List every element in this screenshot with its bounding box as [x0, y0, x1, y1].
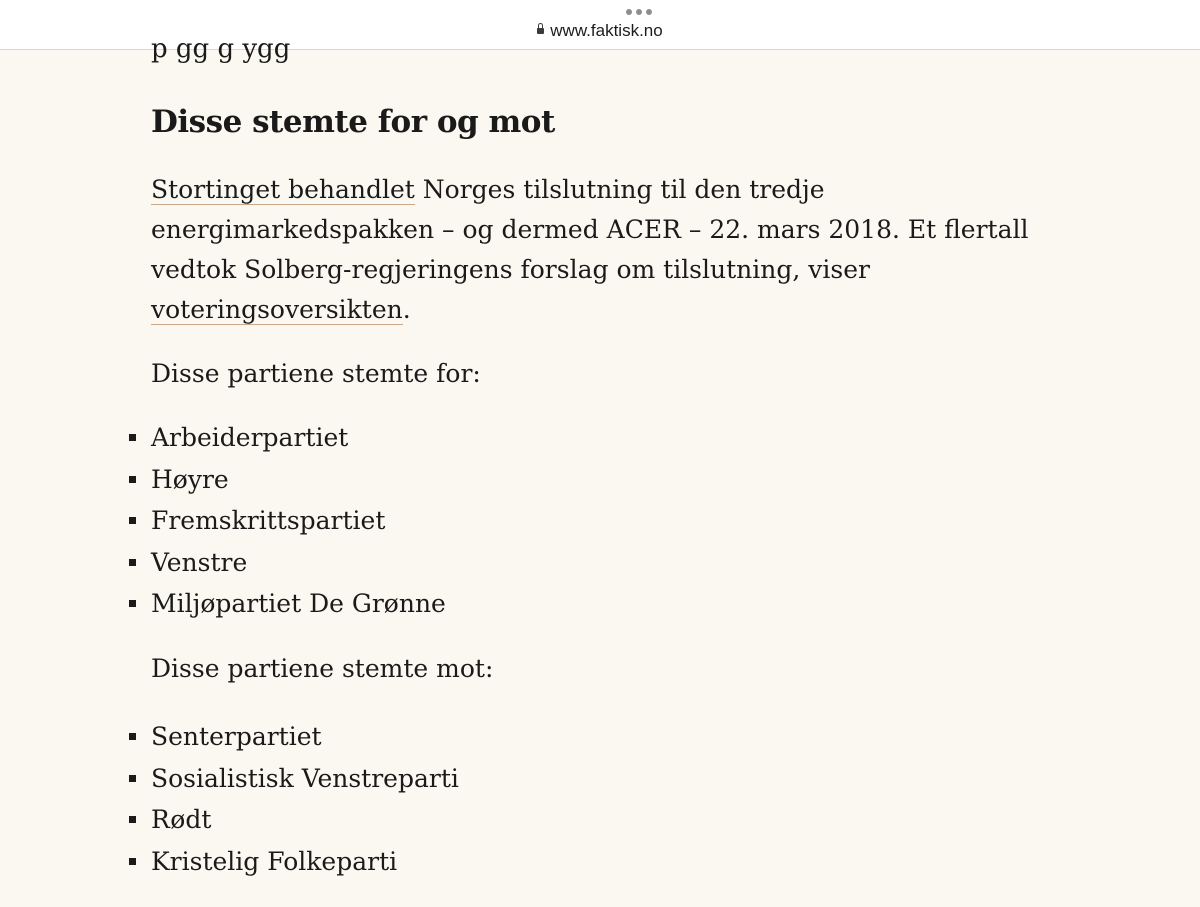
- stortinget-link[interactable]: Stortinget behandlet: [151, 175, 415, 204]
- paragraph-text-2: .: [402, 295, 411, 324]
- list-item: Rødt: [151, 799, 459, 841]
- url-text: www.faktisk.no: [550, 21, 663, 40]
- list-item: Sosialistisk Venstreparti: [151, 758, 459, 800]
- list-item: Miljøpartiet De Grønne: [151, 583, 446, 625]
- bullet-icon: [129, 775, 136, 782]
- bullet-icon: [129, 559, 136, 566]
- bullet-icon: [129, 476, 136, 483]
- voteringsoversikten-link[interactable]: voteringsoversikten: [151, 295, 403, 324]
- bullet-icon: [129, 600, 136, 607]
- list-item: Kristelig Folkeparti: [151, 841, 459, 883]
- truncated-text-line: p gg g ygg: [151, 34, 291, 64]
- list-item: Venstre: [151, 542, 446, 584]
- article-page: [0, 34, 1200, 907]
- section-heading: Disse stemte for og mot: [151, 104, 555, 140]
- bullet-icon: [129, 517, 136, 524]
- lock-icon: [537, 28, 544, 34]
- bullet-icon: [129, 733, 136, 740]
- bullet-icon: [129, 434, 136, 441]
- against-parties-list: [151, 716, 459, 882]
- list-item: Senterpartiet: [151, 716, 459, 758]
- for-intro: Disse partiene stemte for:: [151, 359, 481, 388]
- bullet-icon: [129, 858, 136, 865]
- bullet-icon: [129, 816, 136, 823]
- list-item: Høyre: [151, 459, 446, 501]
- more-options-icon[interactable]: [626, 9, 652, 15]
- list-item: Arbeiderpartiet: [151, 417, 446, 459]
- against-intro: Disse partiene stemte mot:: [151, 654, 494, 683]
- article-paragraph: [151, 170, 1051, 330]
- list-item: Fremskrittspartiet: [151, 500, 446, 542]
- paragraph-text-1: Norges tilslutning til den tredje energimarkedspakken – og dermed ACER – 22. mars 2018. Et flertall vedtok Solberg-regjeringens forslag om tilslutning, viser: [151, 175, 1029, 284]
- for-parties-list: [151, 417, 446, 625]
